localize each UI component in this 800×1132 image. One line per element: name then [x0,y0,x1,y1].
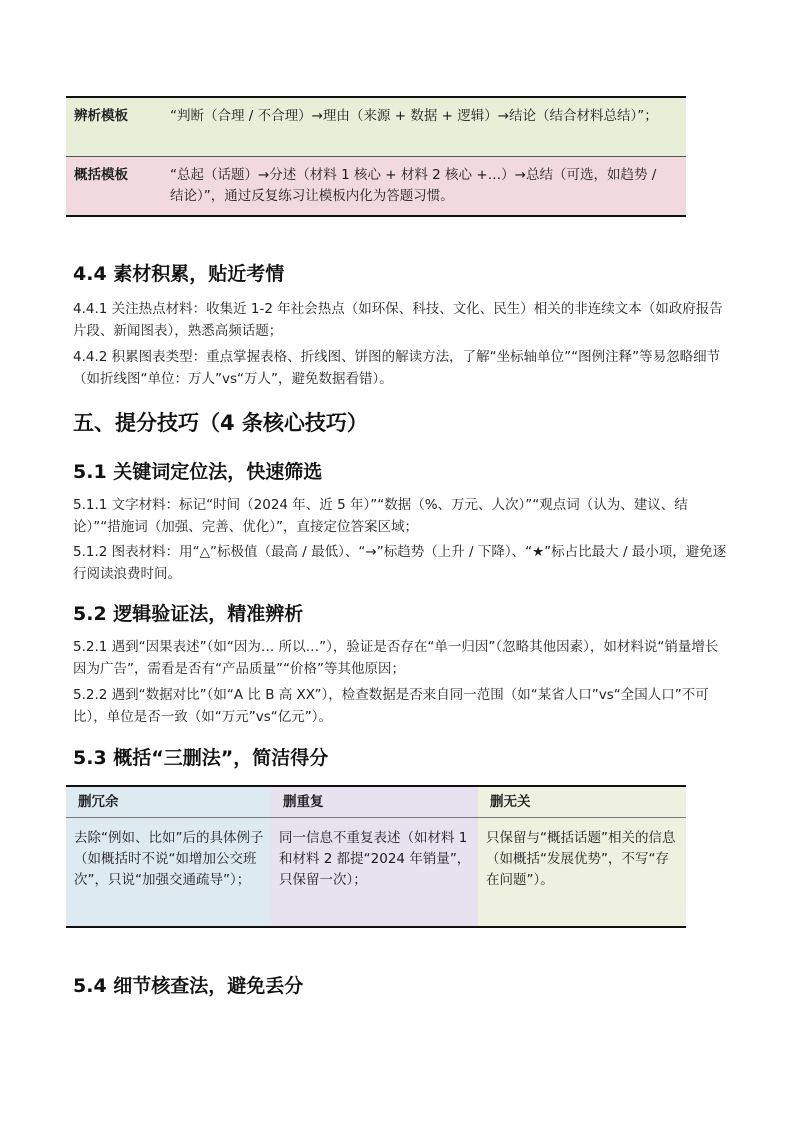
table-cell: 去除“例如、比如”后的具体例子（如概括时不说“如增加公交班次”，只说“加强交通疏导”）； [66,818,271,926]
table-header-cell: 删无关 [478,787,686,817]
section-heading-5-2: 5.2 逻辑验证法，精准辨析 [73,603,304,625]
section-heading-4-4: 4.4 素材积累，贴近考情 [73,263,285,285]
template-key: 辨析模板 [74,108,128,124]
section-heading-5-1: 5.1 关键词定位法，快速筛选 [73,461,323,483]
table-header-cell: 删冗余 [66,787,271,817]
template-row-analysis [66,96,686,157]
table-row [66,817,686,928]
chapter-heading-5: 五、提分技巧（4 条核心技巧） [73,411,368,435]
table-header-cell: 删重复 [271,787,478,817]
section-heading-5-4: 5.4 细节核查法，避免丢分 [73,975,304,997]
paragraph-5-1-1: 5.1.1 文字材料：标记“时间（2024 年、近 5 年）”“数据（%、万元、人次）”“观点词（认为、建议、结论）”“措施词（加强、完善、优化）”，直接定位答案区域； [73,497,688,535]
paragraph-5-1-2: 5.1.2 图表材料：用“△”标极值（最高 / 最低）、“→”标趋势（上升 / 下降）、“★”标占比最大 / 最小项，避免逐行阅读浪费时间。 [73,544,727,582]
template-value: “总起（话题）→分述（材料 1 核心 + 材料 2 核心 +…）→总结（可选，如趋势 / 结论）”，通过反复练习让模板内化为答题习惯。 [170,167,657,204]
paragraph-5-2-2: 5.2.2 遇到“数据对比”（如“A 比 B 高 XX”），检查数据是否来自同一范围（如“某省人口”vs“全国人口”不可比），单位是否一致（如“万元”vs“亿元”）。 [73,687,709,725]
template-value: “判断（合理 / 不合理）→理由（来源 + 数据 + 逻辑）→结论（结合材料总结）”； [170,108,658,124]
table-cell: 只保留与“概括话题”相关的信息（如概括“发展优势”，不写“存在问题”）。 [478,818,686,926]
paragraph-4-4-1: 4.4.1 关注热点材料：收集近 1-2 年社会热点（如环保、科技、文化、民生）相关的非连续文本（如政府报告片段、新闻图表），熟悉高频话题； [73,301,723,339]
template-table [66,96,686,217]
template-row-summary [66,157,686,217]
table-header-row [66,785,686,817]
table-cell: 同一信息不重复表述（如材料 1 和材料 2 都提“2024 年销量”，只保留一次）； [271,818,478,926]
template-key: 概括模板 [74,167,128,183]
paragraph-4-4-2: 4.4.2 积累图表类型：重点掌握表格、折线图、饼图的解读方法，了解“坐标轴单位”“图例注释”等易忽略细节（如折线图“单位：万人”vs“万人”，避免数据看错）。 [73,349,721,387]
section-heading-5-3: 5.3 概括“三删法”，简洁得分 [73,747,329,769]
paragraph-5-2-1: 5.2.1 遇到“因果表述”（如“因为… 所以…”），验证是否存在“单一归因”（忽略其他因素），如材料说“销量增长因为广告”，需看是否有“产品质量”“价格”等其他原因； [73,639,719,677]
three-delete-table [66,785,686,928]
